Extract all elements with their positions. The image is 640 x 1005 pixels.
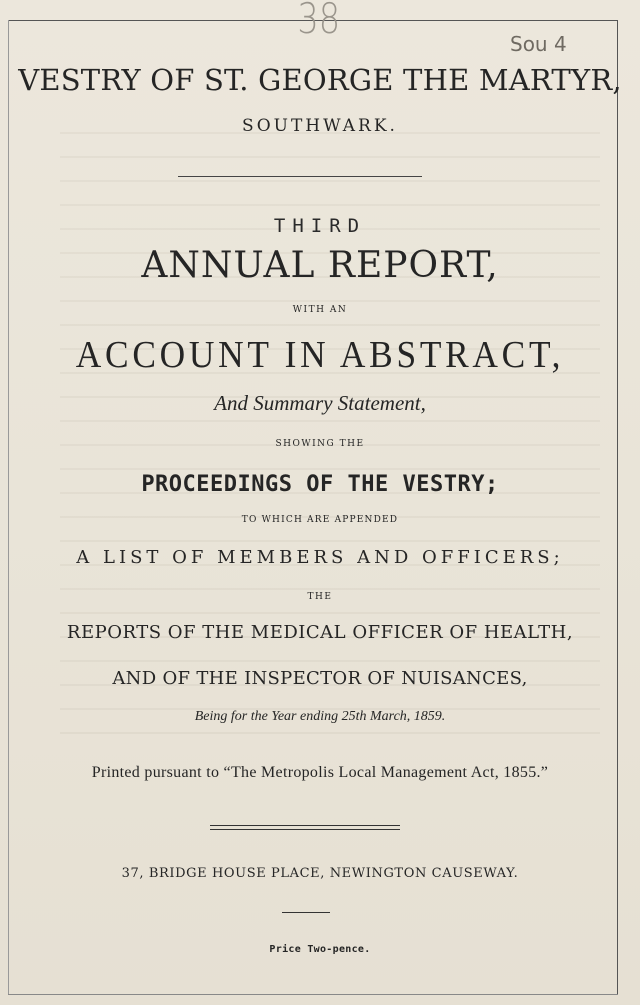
connector-the: THE bbox=[307, 592, 333, 602]
price-line: Price Two-pence. bbox=[269, 944, 371, 955]
double-rule-lower bbox=[210, 829, 400, 830]
connector-appended: TO WHICH ARE APPENDED bbox=[241, 515, 399, 525]
short-rule bbox=[282, 912, 330, 913]
inspector-heading: AND OF THE INSPECTOR OF NUISANCES, bbox=[112, 668, 528, 689]
double-rule-upper bbox=[210, 825, 400, 826]
show-through-texture bbox=[60, 110, 600, 750]
page-border-right bbox=[617, 20, 618, 995]
address-line: 37, BRIDGE HOUSE PLACE, NEWINGTON CAUSEWAY. bbox=[121, 866, 519, 881]
connector-showing: SHOWING THE bbox=[275, 439, 365, 449]
proceedings-heading: PROCEEDINGS OF THE VESTRY; bbox=[141, 472, 499, 497]
medical-officer-heading: REPORTS OF THE MEDICAL OFFICER OF HEALTH, bbox=[66, 622, 574, 643]
pencil-shelf-mark: Sou 4 bbox=[510, 32, 567, 56]
members-heading: A LIST OF MEMBERS AND OFFICERS; bbox=[76, 547, 564, 568]
pencil-page-number: 38 bbox=[297, 0, 341, 43]
place-heading: SOUTHWARK. bbox=[242, 116, 398, 136]
page-border-left bbox=[8, 20, 9, 995]
year-ending-line: Being for the Year ending 25th March, 1859. bbox=[194, 709, 446, 724]
ornamental-rule bbox=[178, 176, 422, 177]
vestry-heading: VESTRY OF ST. GEORGE THE MARTYR, bbox=[18, 63, 622, 97]
account-title: ACCOUNT IN ABSTRACT, bbox=[75, 334, 565, 376]
ordinal-heading: THIRD bbox=[273, 215, 367, 237]
summary-subtitle: And Summary Statement, bbox=[214, 391, 426, 415]
printed-pursuant-line: Printed pursuant to “The Metropolis Local Management Act, 1855.” bbox=[91, 764, 549, 781]
page-border-bottom bbox=[8, 994, 618, 995]
report-title: ANNUAL REPORT, bbox=[141, 245, 499, 286]
connector-with-an: WITH AN bbox=[292, 305, 348, 315]
